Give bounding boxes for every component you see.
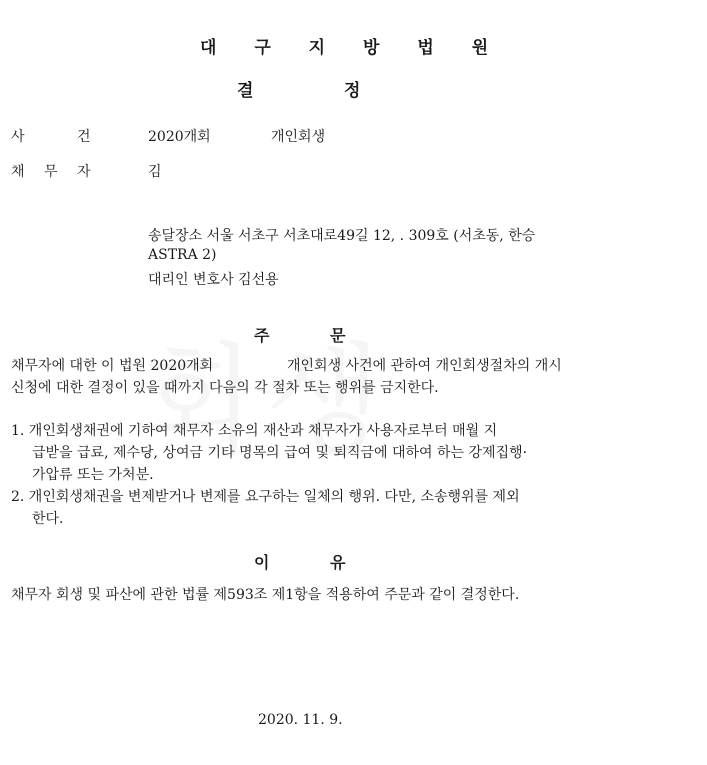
doc-type-char-2: 정 xyxy=(344,81,361,101)
doc-type-char-1: 결 xyxy=(237,81,254,101)
order-heading-char-1: 주 xyxy=(254,326,270,345)
order-item-1-line-2: 급받을 급료, 제수당, 상여금 기타 명목의 급여 및 퇴직금에 대하여 하는 강제집행· xyxy=(32,445,528,461)
delivery-agent: 대리인 변호사 김선용 xyxy=(148,272,279,288)
order-intro-line-2: 신청에 대한 결정이 있을 때까지 다음의 각 절차 또는 행위를 금지한다. xyxy=(11,380,439,396)
order-intro-line-1a: 채무자에 대한 이 법원 2020개회 xyxy=(11,358,214,374)
reason-heading-char-2: 유 xyxy=(330,553,346,572)
case-label-char-1: 사 xyxy=(11,129,25,145)
order-item-1-line-1: 1. 개인회생채권에 기하여 채무자 소유의 재산과 채무자가 사용자로부터 매월 지 xyxy=(11,423,498,439)
order-intro-line-1b: 개인회생 사건에 관하여 개인회생절차의 개시 xyxy=(287,358,562,374)
decision-date: 2020. 11. 9. xyxy=(258,712,343,728)
debtor-name: 김 xyxy=(148,164,162,180)
court-name: 대 구 지 방 법 원 xyxy=(200,38,505,58)
case-number: 2020개회 xyxy=(148,129,211,145)
debtor-label-char-2: 무 xyxy=(44,164,58,180)
case-type: 개인회생 xyxy=(271,129,326,145)
reason-heading-char-1: 이 xyxy=(254,553,270,572)
order-item-2-line-1: 2. 개인회생채권을 변제받거나 변제를 요구하는 일체의 행위. 다만, 소송행위를 제외 xyxy=(11,489,520,505)
order-item-2-line-2: 한다. xyxy=(32,511,64,527)
debtor-label-char-3: 자 xyxy=(77,164,91,180)
order-item-1-line-3: 가압류 또는 가처분. xyxy=(32,467,154,483)
case-label-char-2: 건 xyxy=(77,129,91,145)
delivery-address-line-1: 송달장소 서울 서초구 서초대로49길 12, . 309호 (서초동, 한승 xyxy=(148,228,536,244)
delivery-address-line-2: ASTRA 2) xyxy=(148,247,217,263)
debtor-label-char-1: 채 xyxy=(11,164,25,180)
order-heading-char-2: 문 xyxy=(330,326,346,345)
reason-text: 채무자 회생 및 파산에 관한 법률 제593조 제1항을 적용하여 주문과 같이 결정한다. xyxy=(11,587,520,603)
